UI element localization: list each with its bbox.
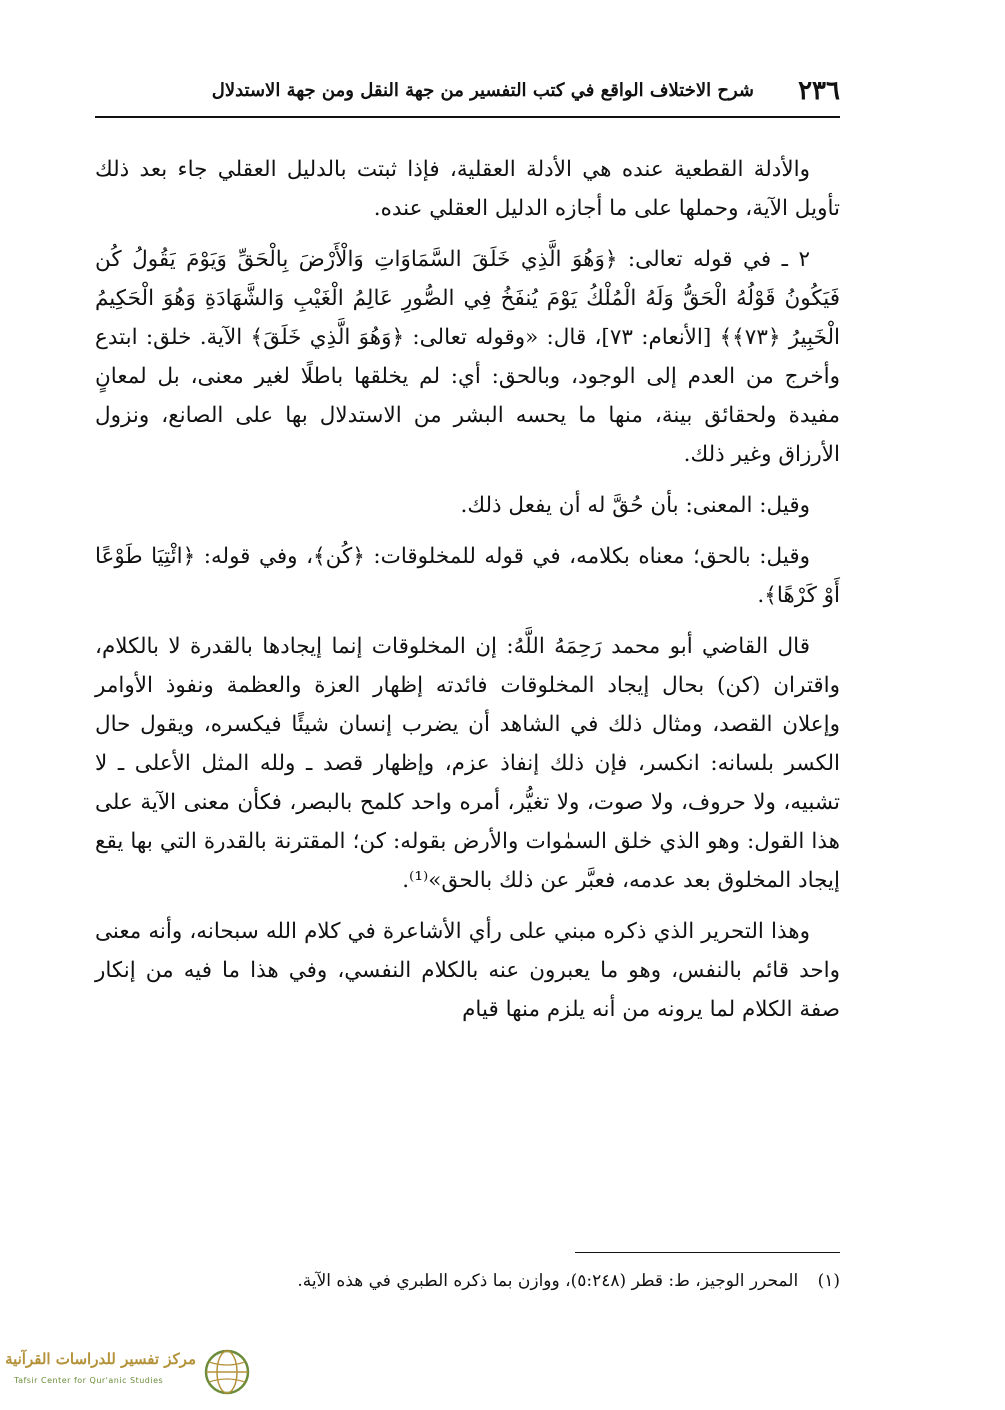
publisher-logo [5, 1346, 258, 1398]
main-text [95, 150, 840, 1041]
paragraph: والأدلة القطعية عنده هي الأدلة العقلية، فإذا ثبتت بالدليل العقلي جاء بعد ذلك تأويل الآية، وحملها على ما أجازه الدليل العقلي عنده. [95, 157, 840, 221]
footnote-number: (١) [817, 1271, 840, 1291]
logo-arabic-name: مركز تفسير للدراسات القرآنية [5, 1350, 196, 1368]
page-header [95, 72, 840, 118]
logo-english-name: Tafsir Center for Qur'anic Studies [14, 1376, 164, 1385]
paragraph: وقيل: بالحق؛ معناه بكلامه، في قوله للمخلوقات: ﴿كُن﴾، وفي قوله: ﴿ائْتِيَا طَوْعًا أَوْ كَرْهًا﴾. [95, 544, 840, 608]
globe-logo-icon [203, 1348, 251, 1396]
paragraph: قال القاضي أبو محمد رَحِمَهُ اللَّهُ: إن المخلوقات إنما إيجادها بالقدرة لا بالكلام، واقتران (كن) بحال إيجاد المخلوقات فائدته إظهار العزة والعظمة ونفوذ الأوامر وإعلان القصد، ومثال ذلك في الشاهد أن يضرب إنسان شيئًا فيكسره، ويقول حال الكسر بلسانه: انكسر، فإن ذلك إنفاذ عزم، وإظهار قصد ـ ولله المثل الأعلى ـ لا تشبيه، ولا حروف، ولا صوت، ولا تغيُّر، أمره واحد كلمح بالبصر، فكأن معنى الآية على هذا القول: وهو الذي خلق السمٰوات والأرض بقوله: كن؛ المقترنة بالقدرة التي بها يقع إيجاد المخلوق بعد عدمه، فعبَّر عن ذلك بالحق»⁽¹⁾. [95, 634, 840, 893]
paragraph: وقيل: المعنى: بأن حُقَّ له أن يفعل ذلك. [460, 493, 810, 518]
paragraph: ٢ ـ في قوله تعالى: ﴿وَهُوَ الَّذِي خَلَقَ السَّمَاوَاتِ وَالْأَرْضَ بِالْحَقِّ وَيَوْمَ يَقُولُ كُن فَيَكُونُ قَوْلُهُ الْحَقُّ وَلَهُ الْمُلْكُ يَوْمَ يُنفَخُ فِي الصُّورِ عَالِمُ الْغَيْبِ وَالشَّهَادَةِ وَهُوَ الْحَكِيمُ الْخَبِيرُ ﴿٧٣﴾﴾ [الأنعام: ٧٣]، قال: «وقوله تعالى: ﴿وَهُوَ الَّذِي خَلَقَ﴾ الآية. خلق: ابتدع وأخرج من العدم إلى الوجود، وبالحق: أي: لم يخلقها باطلًا لغير معنى، بل لمعانٍ مفيدة ولحقائق بينة، منها ما يحسه البشر من الاستدلال بها على الصانع، ونزول الأرزاق وغير ذلك. [95, 247, 840, 467]
footnote-divider [575, 1252, 840, 1253]
footnote-text: المحرر الوجيز، ط: قطر (٥:٢٤٨)، ووازن بما ذكره الطبري في هذه الآية. [297, 1271, 799, 1291]
paragraph: وهذا التحرير الذي ذكره مبني على رأي الأشاعرة في كلام الله سبحانه، وأنه معنى واحد قائم بالنفس، وهو ما يعبرون عنه بالكلام النفسي، وفي هذا ما فيه من إنكار صفة الكلام لما يرونه من أنه يلزم منها قيام [95, 919, 840, 1022]
page-number: ٢٣٦ [798, 76, 840, 106]
footnote [95, 1266, 840, 1296]
running-title: شرح الاختلاف الواقع في كتب التفسير من جهة النقل ومن جهة الاستدلال [211, 80, 754, 101]
